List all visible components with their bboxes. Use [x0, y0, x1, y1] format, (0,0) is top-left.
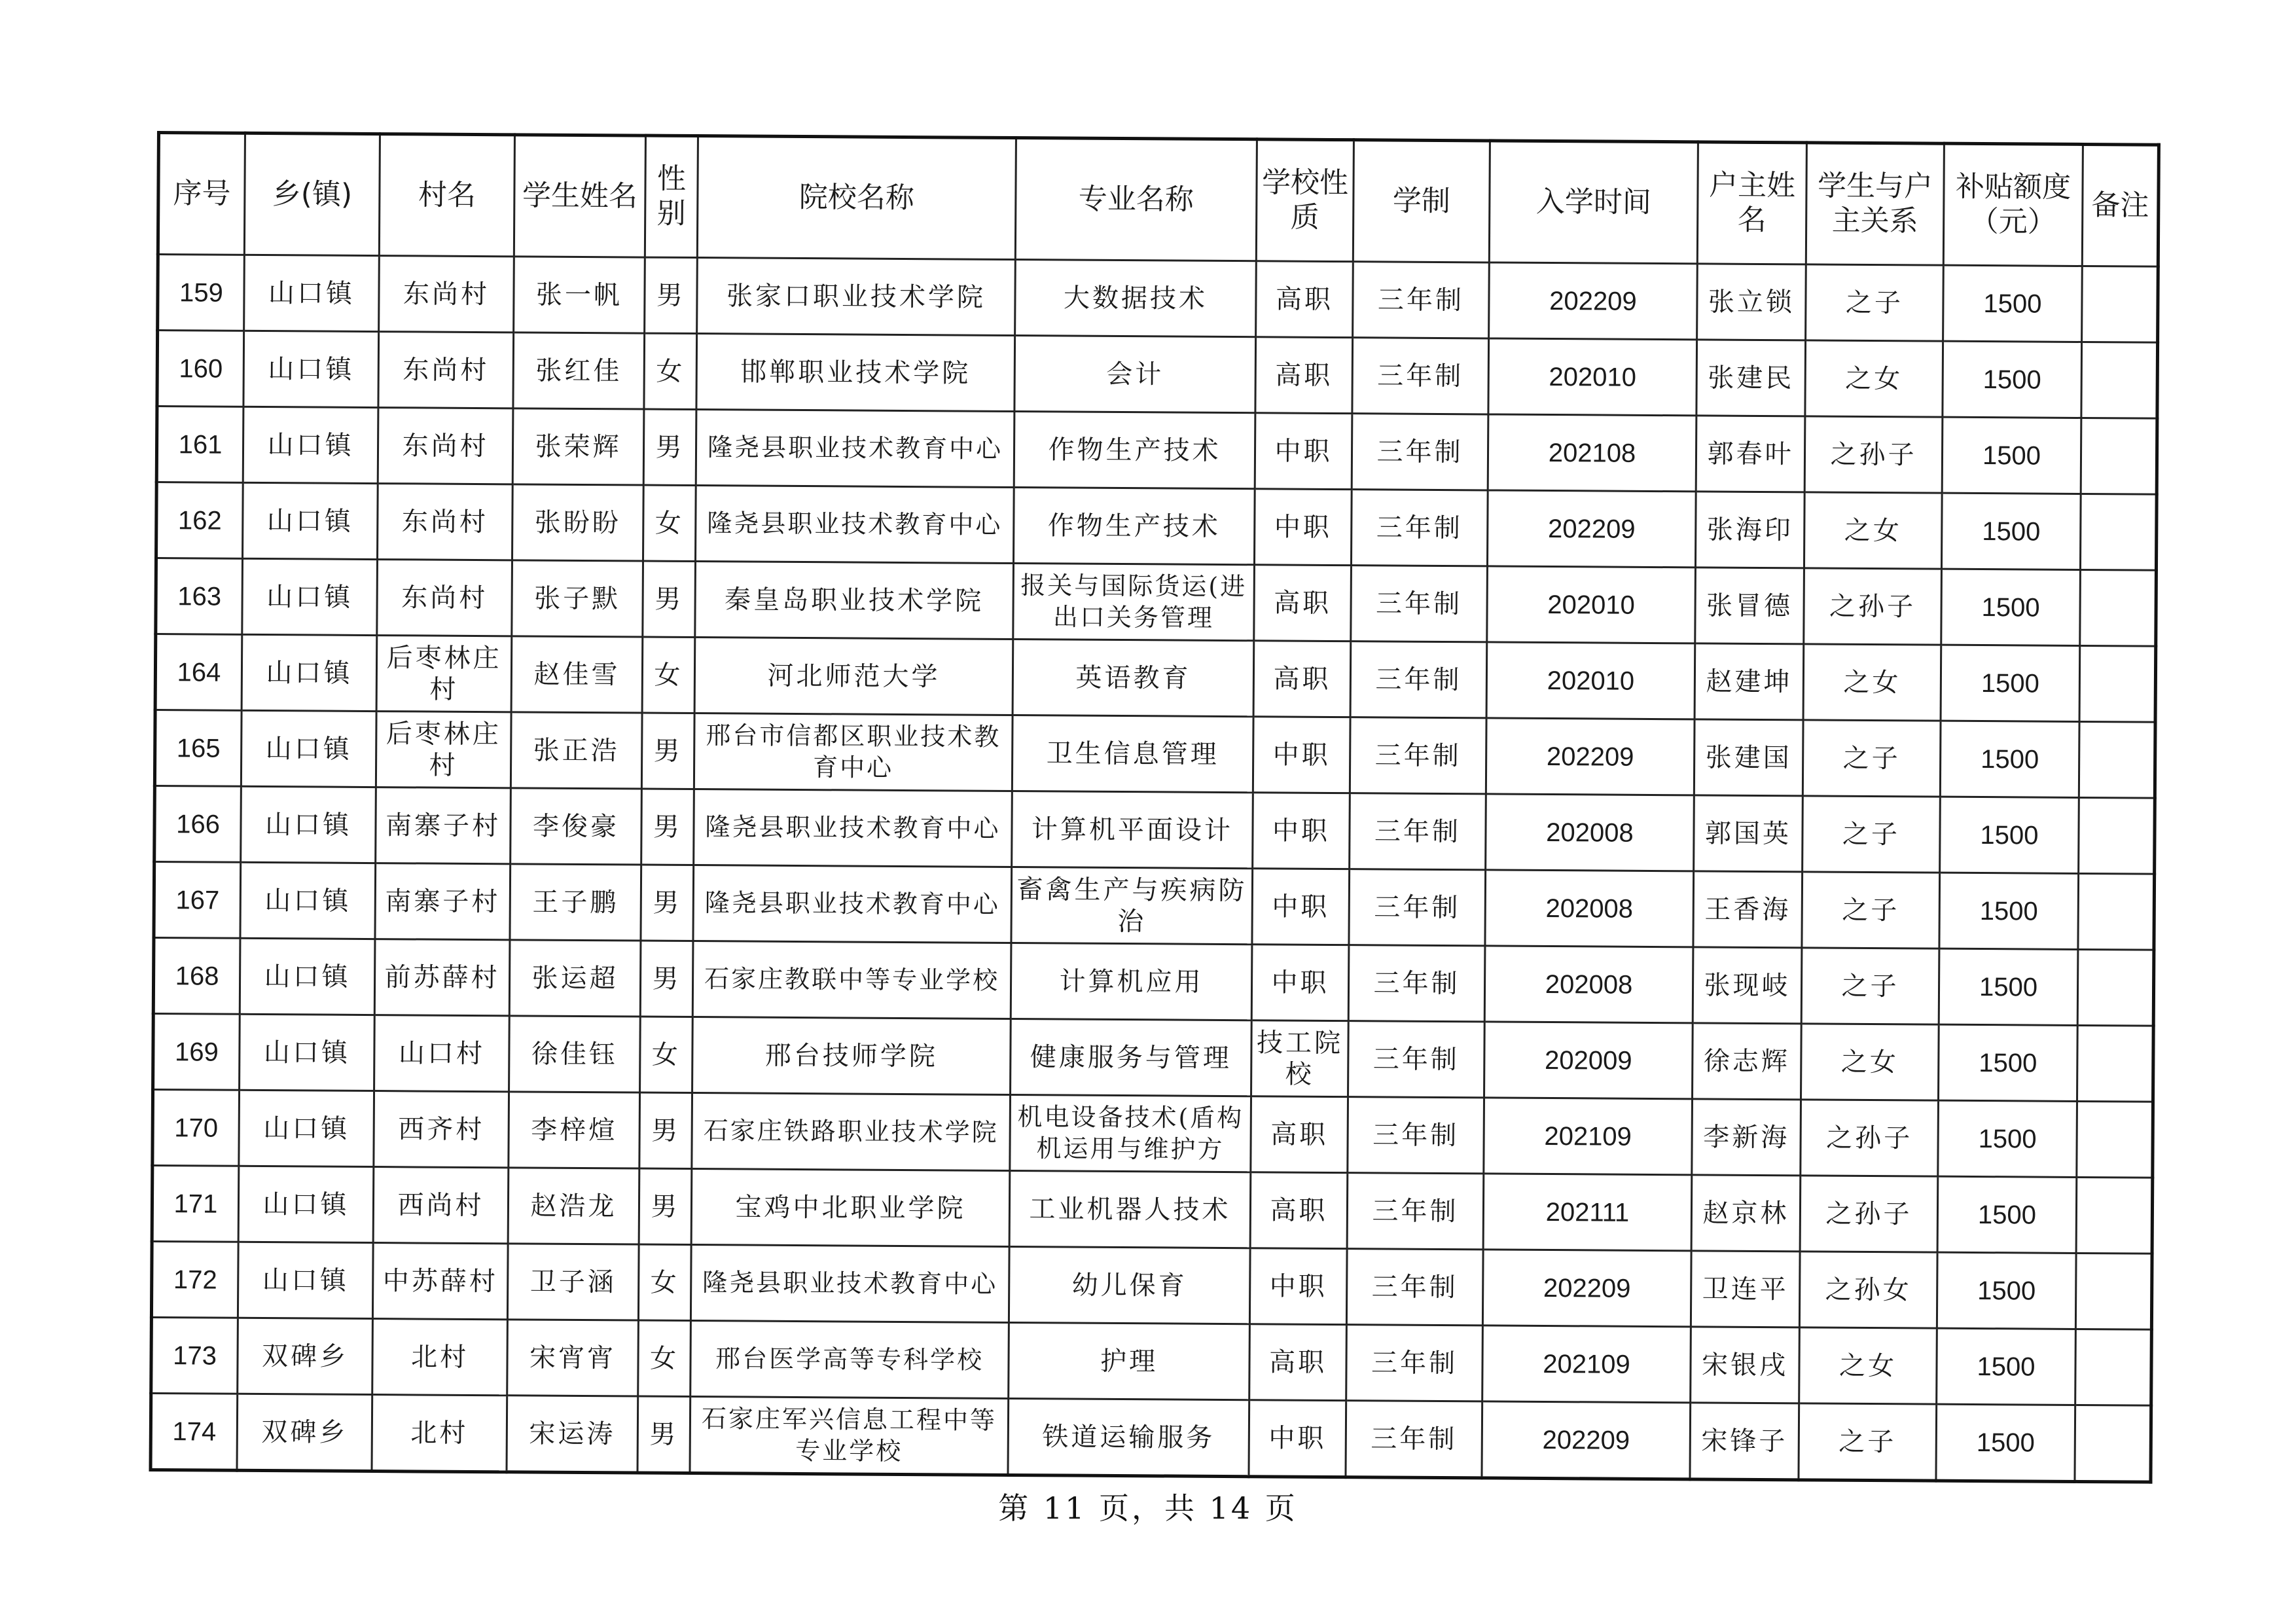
- cell-col-school-name: 石家庄军兴信息工程中等专业学校: [690, 1397, 1009, 1475]
- cell-col-householder: 张现岐: [1693, 947, 1802, 1024]
- cell-col-gender: 男: [643, 409, 696, 485]
- cell-col-village: 北村: [372, 1319, 508, 1396]
- cell-col-enroll-date: 202209: [1482, 1401, 1691, 1479]
- cell-col-subsidy: 1500: [1939, 948, 2078, 1025]
- table-row: [154, 861, 2155, 950]
- cell-col-school-name: 隆尧县职业技术教育中心: [693, 865, 1012, 943]
- cell-col-student-name: 张荣辉: [512, 408, 644, 485]
- cell-col-township: 山口镇: [243, 331, 379, 407]
- cell-col-school-type: 中职: [1253, 717, 1350, 793]
- cell-col-relation: 之孙子: [1800, 1176, 1938, 1252]
- cell-col-householder: 徐志辉: [1693, 1023, 1802, 1100]
- table-row: [156, 482, 2157, 571]
- cell-col-major: 作物生产技术: [1013, 488, 1255, 565]
- cell-col-subsidy: 1500: [1937, 1176, 2077, 1253]
- cell-col-village: 西齐村: [374, 1091, 509, 1168]
- cell-col-householder: 张海印: [1695, 492, 1804, 568]
- cell-col-school-name: 宝鸡中北职业学院: [691, 1169, 1010, 1247]
- cell-col-subsidy: 1500: [1941, 493, 2081, 569]
- cell-col-school-name: 石家庄教联中等专业学校: [692, 941, 1011, 1019]
- cell-col-school-type: 中职: [1254, 489, 1352, 566]
- cell-col-subsidy: 1500: [1943, 265, 2083, 342]
- cell-col-enroll-date: 202009: [1484, 1022, 1693, 1099]
- cell-col-gender: 女: [643, 485, 696, 561]
- cell-col-school-type: 技工院校: [1251, 1020, 1349, 1097]
- cell-col-remark: [2079, 645, 2156, 722]
- cell-col-subsidy: 1500: [1940, 797, 2079, 873]
- page-footer: 第 11 页，共 14 页: [998, 1490, 1298, 1526]
- header-col-index: 序号: [158, 133, 245, 255]
- cell-col-duration: 三年制: [1348, 1097, 1484, 1174]
- cell-col-gender: 女: [644, 333, 697, 409]
- cell-col-student-name: 赵浩龙: [508, 1168, 639, 1244]
- cell-col-township: 山口镇: [238, 1166, 374, 1242]
- cell-col-student-name: 张红佳: [513, 333, 645, 409]
- cell-col-gender: 男: [641, 865, 694, 941]
- cell-col-index: 167: [154, 861, 241, 938]
- cell-col-householder: 赵京林: [1691, 1175, 1801, 1252]
- cell-col-enroll-date: 202209: [1486, 718, 1695, 795]
- cell-col-enroll-date: 202010: [1488, 338, 1697, 416]
- cell-col-major: 会计: [1014, 336, 1256, 413]
- cell-col-major: 畜禽生产与疾病防治: [1011, 867, 1253, 944]
- cell-col-relation: 之女: [1801, 1024, 1939, 1100]
- header-col-enroll-date: 入学时间: [1489, 141, 1698, 264]
- cell-col-householder: 张建国: [1694, 719, 1803, 796]
- cell-col-relation: 之孙子: [1804, 568, 1942, 645]
- cell-col-householder: 赵建坤: [1695, 643, 1804, 720]
- cell-col-school-name: 邯郸职业技术学院: [696, 334, 1015, 412]
- header-col-subsidy: 补贴额度（元）: [1943, 143, 2083, 266]
- cell-col-major: 计算机平面设计: [1012, 791, 1253, 868]
- cell-col-index: 170: [152, 1089, 240, 1166]
- cell-col-student-name: 宋宵宵: [507, 1320, 639, 1396]
- cell-col-township: 山口镇: [242, 634, 377, 711]
- cell-col-duration: 三年制: [1351, 566, 1488, 642]
- cell-col-remark: [2079, 721, 2155, 798]
- cell-col-householder: 郭春叶: [1696, 416, 1805, 492]
- cell-col-duration: 三年制: [1346, 1401, 1482, 1478]
- cell-col-index: 168: [153, 937, 240, 1014]
- cell-col-gender: 男: [641, 713, 694, 789]
- cell-col-enroll-date: 202010: [1487, 566, 1696, 643]
- cell-col-relation: 之女: [1803, 644, 1941, 721]
- cell-col-relation: 之子: [1802, 872, 1940, 948]
- cell-col-duration: 三年制: [1353, 262, 1490, 338]
- cell-col-school-name: 秦皇岛职业技术学院: [695, 562, 1014, 640]
- cell-col-index: 166: [154, 785, 242, 862]
- table-row: [153, 937, 2154, 1026]
- table-row: [155, 634, 2156, 723]
- cell-col-major: 健康服务与管理: [1011, 1019, 1252, 1096]
- cell-col-duration: 三年制: [1352, 414, 1488, 490]
- cell-col-school-name: 隆尧县职业技术教育中心: [696, 410, 1014, 488]
- cell-col-householder: 宋银戌: [1691, 1327, 1800, 1403]
- cell-col-school-type: 高职: [1253, 641, 1351, 717]
- cell-col-enroll-date: 202109: [1484, 1098, 1693, 1175]
- cell-col-subsidy: 1500: [1941, 569, 2081, 645]
- header-col-householder: 户主姓名: [1697, 142, 1806, 264]
- cell-col-village: 西尚村: [373, 1167, 509, 1244]
- cell-col-major: 幼儿保育: [1009, 1246, 1250, 1324]
- cell-col-gender: 女: [638, 1320, 691, 1396]
- cell-col-subsidy: 1500: [1941, 645, 2080, 721]
- cell-col-school-name: 隆尧县职业技术教育中心: [695, 486, 1014, 564]
- cell-col-village: 南寨子村: [376, 787, 511, 864]
- cell-col-relation: 之女: [1799, 1327, 1937, 1404]
- cell-col-index: 161: [156, 406, 243, 483]
- cell-col-duration: 三年制: [1349, 869, 1486, 946]
- cell-col-subsidy: 1500: [1940, 721, 2079, 797]
- cell-col-village: 中苏薛村: [372, 1243, 508, 1320]
- cell-col-school-name: 邢台医学高等专科学校: [691, 1321, 1009, 1399]
- cell-col-village: 山口村: [374, 1015, 510, 1092]
- cell-col-subsidy: 1500: [1937, 1252, 2076, 1329]
- cell-col-duration: 三年制: [1352, 338, 1489, 414]
- cell-col-gender: 男: [637, 1396, 691, 1473]
- cell-col-index: 169: [153, 1013, 240, 1090]
- cell-col-major: 机电设备技术(盾构机运用与维护方: [1010, 1094, 1251, 1172]
- cell-col-student-name: 张盼盼: [512, 484, 644, 561]
- cell-col-school-type: 中职: [1253, 793, 1350, 869]
- table-row: [158, 255, 2159, 343]
- cell-col-remark: [2080, 494, 2157, 570]
- cell-col-remark: [2077, 1025, 2153, 1102]
- cell-col-duration: 三年制: [1350, 641, 1487, 718]
- cell-col-relation: 之子: [1801, 948, 1939, 1024]
- cell-col-remark: [2079, 797, 2155, 874]
- cell-col-duration: 三年制: [1348, 945, 1485, 1022]
- cell-col-remark: [2076, 1177, 2153, 1254]
- cell-col-major: 作物生产技术: [1014, 412, 1255, 489]
- cell-col-subsidy: 1500: [1942, 417, 2081, 494]
- cell-col-index: 173: [151, 1317, 238, 1394]
- cell-col-duration: 三年制: [1351, 490, 1488, 566]
- cell-col-remark: [2075, 1329, 2152, 1405]
- table-row: [156, 558, 2157, 647]
- cell-col-school-type: 高职: [1251, 1096, 1348, 1173]
- cell-col-householder: 卫连平: [1691, 1251, 1800, 1327]
- table-header: [158, 133, 2159, 267]
- cell-col-school-type: 中职: [1252, 869, 1350, 945]
- cell-col-subsidy: 1500: [1943, 341, 2082, 418]
- cell-col-enroll-date: 202008: [1484, 946, 1693, 1023]
- cell-col-school-type: 高职: [1254, 565, 1352, 641]
- cell-col-village: 东尚村: [379, 256, 514, 333]
- cell-col-major: 护理: [1009, 1322, 1250, 1399]
- cell-col-school-name: 邢台技师学院: [692, 1017, 1011, 1095]
- cell-col-village: 东尚村: [377, 560, 512, 636]
- cell-col-duration: 三年制: [1347, 1173, 1484, 1250]
- cell-col-gender: 男: [643, 561, 696, 637]
- table-row: [154, 785, 2155, 874]
- table-row: [157, 331, 2158, 419]
- cell-col-school-name: 张家口职业技术学院: [697, 258, 1016, 336]
- cell-col-gender: 男: [640, 941, 693, 1017]
- cell-col-enroll-date: 202008: [1485, 870, 1694, 947]
- cell-col-township: 山口镇: [240, 938, 375, 1015]
- header-row: [158, 133, 2159, 267]
- cell-col-relation: 之子: [1799, 1403, 1937, 1481]
- cell-col-school-name: 邢台市信都区职业技术教育中心: [694, 713, 1013, 791]
- cell-col-school-type: 高职: [1255, 337, 1353, 414]
- cell-col-village: 后枣林庄村: [376, 712, 511, 788]
- table-row: [153, 1013, 2154, 1102]
- cell-col-duration: 三年制: [1346, 1325, 1483, 1401]
- cell-col-township: 山口镇: [240, 862, 376, 939]
- header-col-school-name: 院校名称: [697, 136, 1016, 260]
- cell-col-school-type: 中职: [1255, 413, 1352, 490]
- cell-col-enroll-date: 202108: [1488, 414, 1696, 492]
- cell-col-village: 前苏薛村: [374, 939, 510, 1016]
- cell-col-school-name: 隆尧县职业技术教育中心: [691, 1245, 1009, 1323]
- cell-col-school-name: 石家庄铁路职业技术学院: [692, 1093, 1011, 1171]
- cell-col-school-type: 中职: [1251, 945, 1349, 1021]
- cell-col-householder: 张冒德: [1695, 568, 1804, 644]
- cell-col-village: 东尚村: [378, 408, 513, 484]
- cell-col-school-type: 高职: [1250, 1172, 1348, 1249]
- cell-col-township: 双碑乡: [238, 1318, 373, 1394]
- cell-col-township: 山口镇: [242, 558, 378, 635]
- cell-col-subsidy: 1500: [1938, 1100, 2077, 1177]
- cell-col-relation: 之子: [1803, 720, 1941, 797]
- cell-col-school-name: 河北师范大学: [694, 638, 1013, 715]
- cell-col-school-name: 隆尧县职业技术教育中心: [694, 789, 1013, 867]
- cell-col-index: 165: [154, 710, 242, 786]
- cell-col-householder: 王香海: [1693, 871, 1803, 948]
- cell-col-relation: 之子: [1806, 264, 1944, 341]
- cell-col-index: 172: [151, 1241, 238, 1318]
- cell-col-index: 162: [156, 482, 243, 559]
- cell-col-township: 山口镇: [240, 1014, 375, 1091]
- cell-col-remark: [2075, 1405, 2151, 1482]
- cell-col-householder: 张立锁: [1697, 264, 1806, 340]
- cell-col-remark: [2082, 266, 2159, 342]
- cell-col-student-name: 卫子涵: [507, 1244, 639, 1320]
- cell-col-gender: 男: [639, 1092, 692, 1168]
- cell-col-township: 山口镇: [243, 482, 378, 559]
- cell-col-student-name: 赵佳雪: [511, 636, 643, 713]
- header-col-school-type: 学校性质: [1256, 139, 1354, 262]
- cell-col-subsidy: 1500: [1937, 1328, 2076, 1405]
- header-col-relation: 学生与户主关系: [1806, 143, 1944, 265]
- cell-col-enroll-date: 202209: [1482, 1250, 1691, 1327]
- cell-col-major: 计算机应用: [1011, 943, 1252, 1020]
- cell-col-householder: 宋锋子: [1690, 1403, 1799, 1480]
- cell-col-major: 大数据技术: [1015, 260, 1257, 337]
- cell-col-village: 北村: [372, 1395, 507, 1472]
- cell-col-relation: 之孙女: [1799, 1252, 1937, 1328]
- table-row: [156, 406, 2157, 495]
- table-row: [151, 1241, 2152, 1329]
- cell-col-township: 双碑乡: [237, 1394, 372, 1471]
- cell-col-gender: 女: [642, 637, 695, 713]
- cell-col-relation: 之子: [1803, 796, 1941, 873]
- cell-col-enroll-date: 202008: [1486, 794, 1695, 871]
- table-row: [154, 710, 2155, 798]
- cell-col-gender: 男: [639, 1168, 692, 1244]
- cell-col-remark: [2078, 873, 2155, 950]
- cell-col-remark: [2080, 569, 2157, 646]
- cell-col-township: 山口镇: [238, 1242, 373, 1318]
- cell-col-subsidy: 1500: [1936, 1404, 2075, 1481]
- table-row: [152, 1165, 2153, 1254]
- subsidy-table: [149, 131, 2160, 1484]
- cell-col-relation: 之女: [1805, 340, 1943, 417]
- cell-col-major: 报关与国际货运(进出口关务管理: [1013, 564, 1255, 641]
- cell-col-village: 后枣林庄村: [376, 636, 512, 712]
- cell-col-householder: 李新海: [1692, 1099, 1801, 1176]
- cell-col-school-type: 中职: [1249, 1400, 1346, 1477]
- cell-col-major: 卫生信息管理: [1012, 715, 1253, 793]
- cell-col-index: 159: [158, 255, 245, 331]
- cell-col-gender: 男: [641, 789, 694, 865]
- cell-col-major: 英语教育: [1013, 640, 1254, 717]
- header-col-duration: 学制: [1353, 140, 1490, 262]
- header-col-remark: 备注: [2082, 144, 2159, 266]
- cell-col-student-name: 王子鹏: [510, 864, 641, 941]
- header-col-student-name: 学生姓名: [514, 135, 645, 257]
- table-row: [151, 1317, 2152, 1405]
- cell-col-village: 南寨子村: [375, 863, 511, 940]
- cell-col-relation: 之女: [1804, 492, 1942, 569]
- cell-col-remark: [2081, 418, 2157, 494]
- cell-col-gender: 女: [640, 1017, 693, 1092]
- cell-col-student-name: 徐佳钰: [509, 1016, 641, 1092]
- cell-col-enroll-date: 202209: [1487, 490, 1696, 568]
- cell-col-school-type: 高职: [1256, 261, 1354, 338]
- cell-col-index: 163: [156, 558, 243, 635]
- cell-col-duration: 三年制: [1350, 793, 1486, 870]
- cell-col-subsidy: 1500: [1939, 873, 2079, 949]
- cell-col-householder: 张建民: [1696, 340, 1806, 416]
- cell-col-gender: 女: [638, 1244, 691, 1320]
- cell-col-village: 东尚村: [378, 484, 513, 560]
- cell-col-duration: 三年制: [1346, 1249, 1483, 1326]
- header-col-major: 专业名称: [1015, 138, 1257, 261]
- cell-col-township: 山口镇: [243, 406, 378, 483]
- cell-col-householder: 郭国英: [1694, 795, 1803, 872]
- cell-col-school-type: 中职: [1249, 1248, 1347, 1325]
- cell-col-township: 山口镇: [239, 1090, 374, 1166]
- cell-col-student-name: 张子默: [512, 560, 643, 637]
- table-row: [152, 1089, 2153, 1178]
- cell-col-index: 174: [151, 1393, 238, 1470]
- cell-col-enroll-date: 202010: [1486, 642, 1695, 719]
- cell-col-index: 160: [157, 331, 244, 407]
- header-col-gender: 性别: [645, 135, 698, 257]
- cell-col-student-name: 张正浩: [511, 712, 642, 789]
- table-body: [151, 255, 2158, 1483]
- cell-col-township: 山口镇: [244, 255, 380, 331]
- cell-col-enroll-date: 202111: [1483, 1174, 1692, 1251]
- cell-col-index: 164: [155, 634, 242, 711]
- cell-col-student-name: 张一帆: [514, 257, 645, 333]
- cell-col-duration: 三年制: [1350, 717, 1486, 794]
- cell-col-school-type: 高职: [1249, 1324, 1347, 1401]
- cell-col-student-name: 李梓煊: [509, 1092, 640, 1168]
- cell-col-remark: [2081, 342, 2158, 418]
- table-row: [151, 1393, 2151, 1482]
- cell-col-student-name: 张运超: [509, 940, 641, 1017]
- cell-col-student-name: 宋运涛: [507, 1396, 638, 1473]
- cell-col-major: 铁道运输服务: [1008, 1398, 1249, 1476]
- cell-col-relation: 之孙子: [1804, 416, 1943, 493]
- cell-col-duration: 三年制: [1348, 1021, 1485, 1098]
- cell-col-subsidy: 1500: [1939, 1024, 2078, 1101]
- cell-col-remark: [2077, 949, 2154, 1026]
- cell-col-student-name: 李俊豪: [511, 788, 642, 865]
- cell-col-gender: 男: [645, 257, 698, 333]
- cell-col-relation: 之孙子: [1801, 1100, 1939, 1176]
- cell-col-enroll-date: 202209: [1489, 262, 1698, 340]
- cell-col-remark: [2075, 1253, 2152, 1329]
- cell-col-major: 工业机器人技术: [1009, 1170, 1251, 1248]
- header-col-village: 村名: [379, 134, 514, 257]
- cell-col-township: 山口镇: [241, 710, 376, 787]
- cell-col-enroll-date: 202109: [1482, 1326, 1691, 1403]
- cell-col-remark: [2077, 1101, 2153, 1178]
- header-col-township: 乡(镇): [244, 133, 380, 255]
- document-sheet: [149, 131, 2157, 1466]
- cell-col-township: 山口镇: [241, 786, 376, 863]
- cell-col-index: 171: [152, 1165, 239, 1242]
- cell-col-village: 东尚村: [378, 332, 514, 408]
